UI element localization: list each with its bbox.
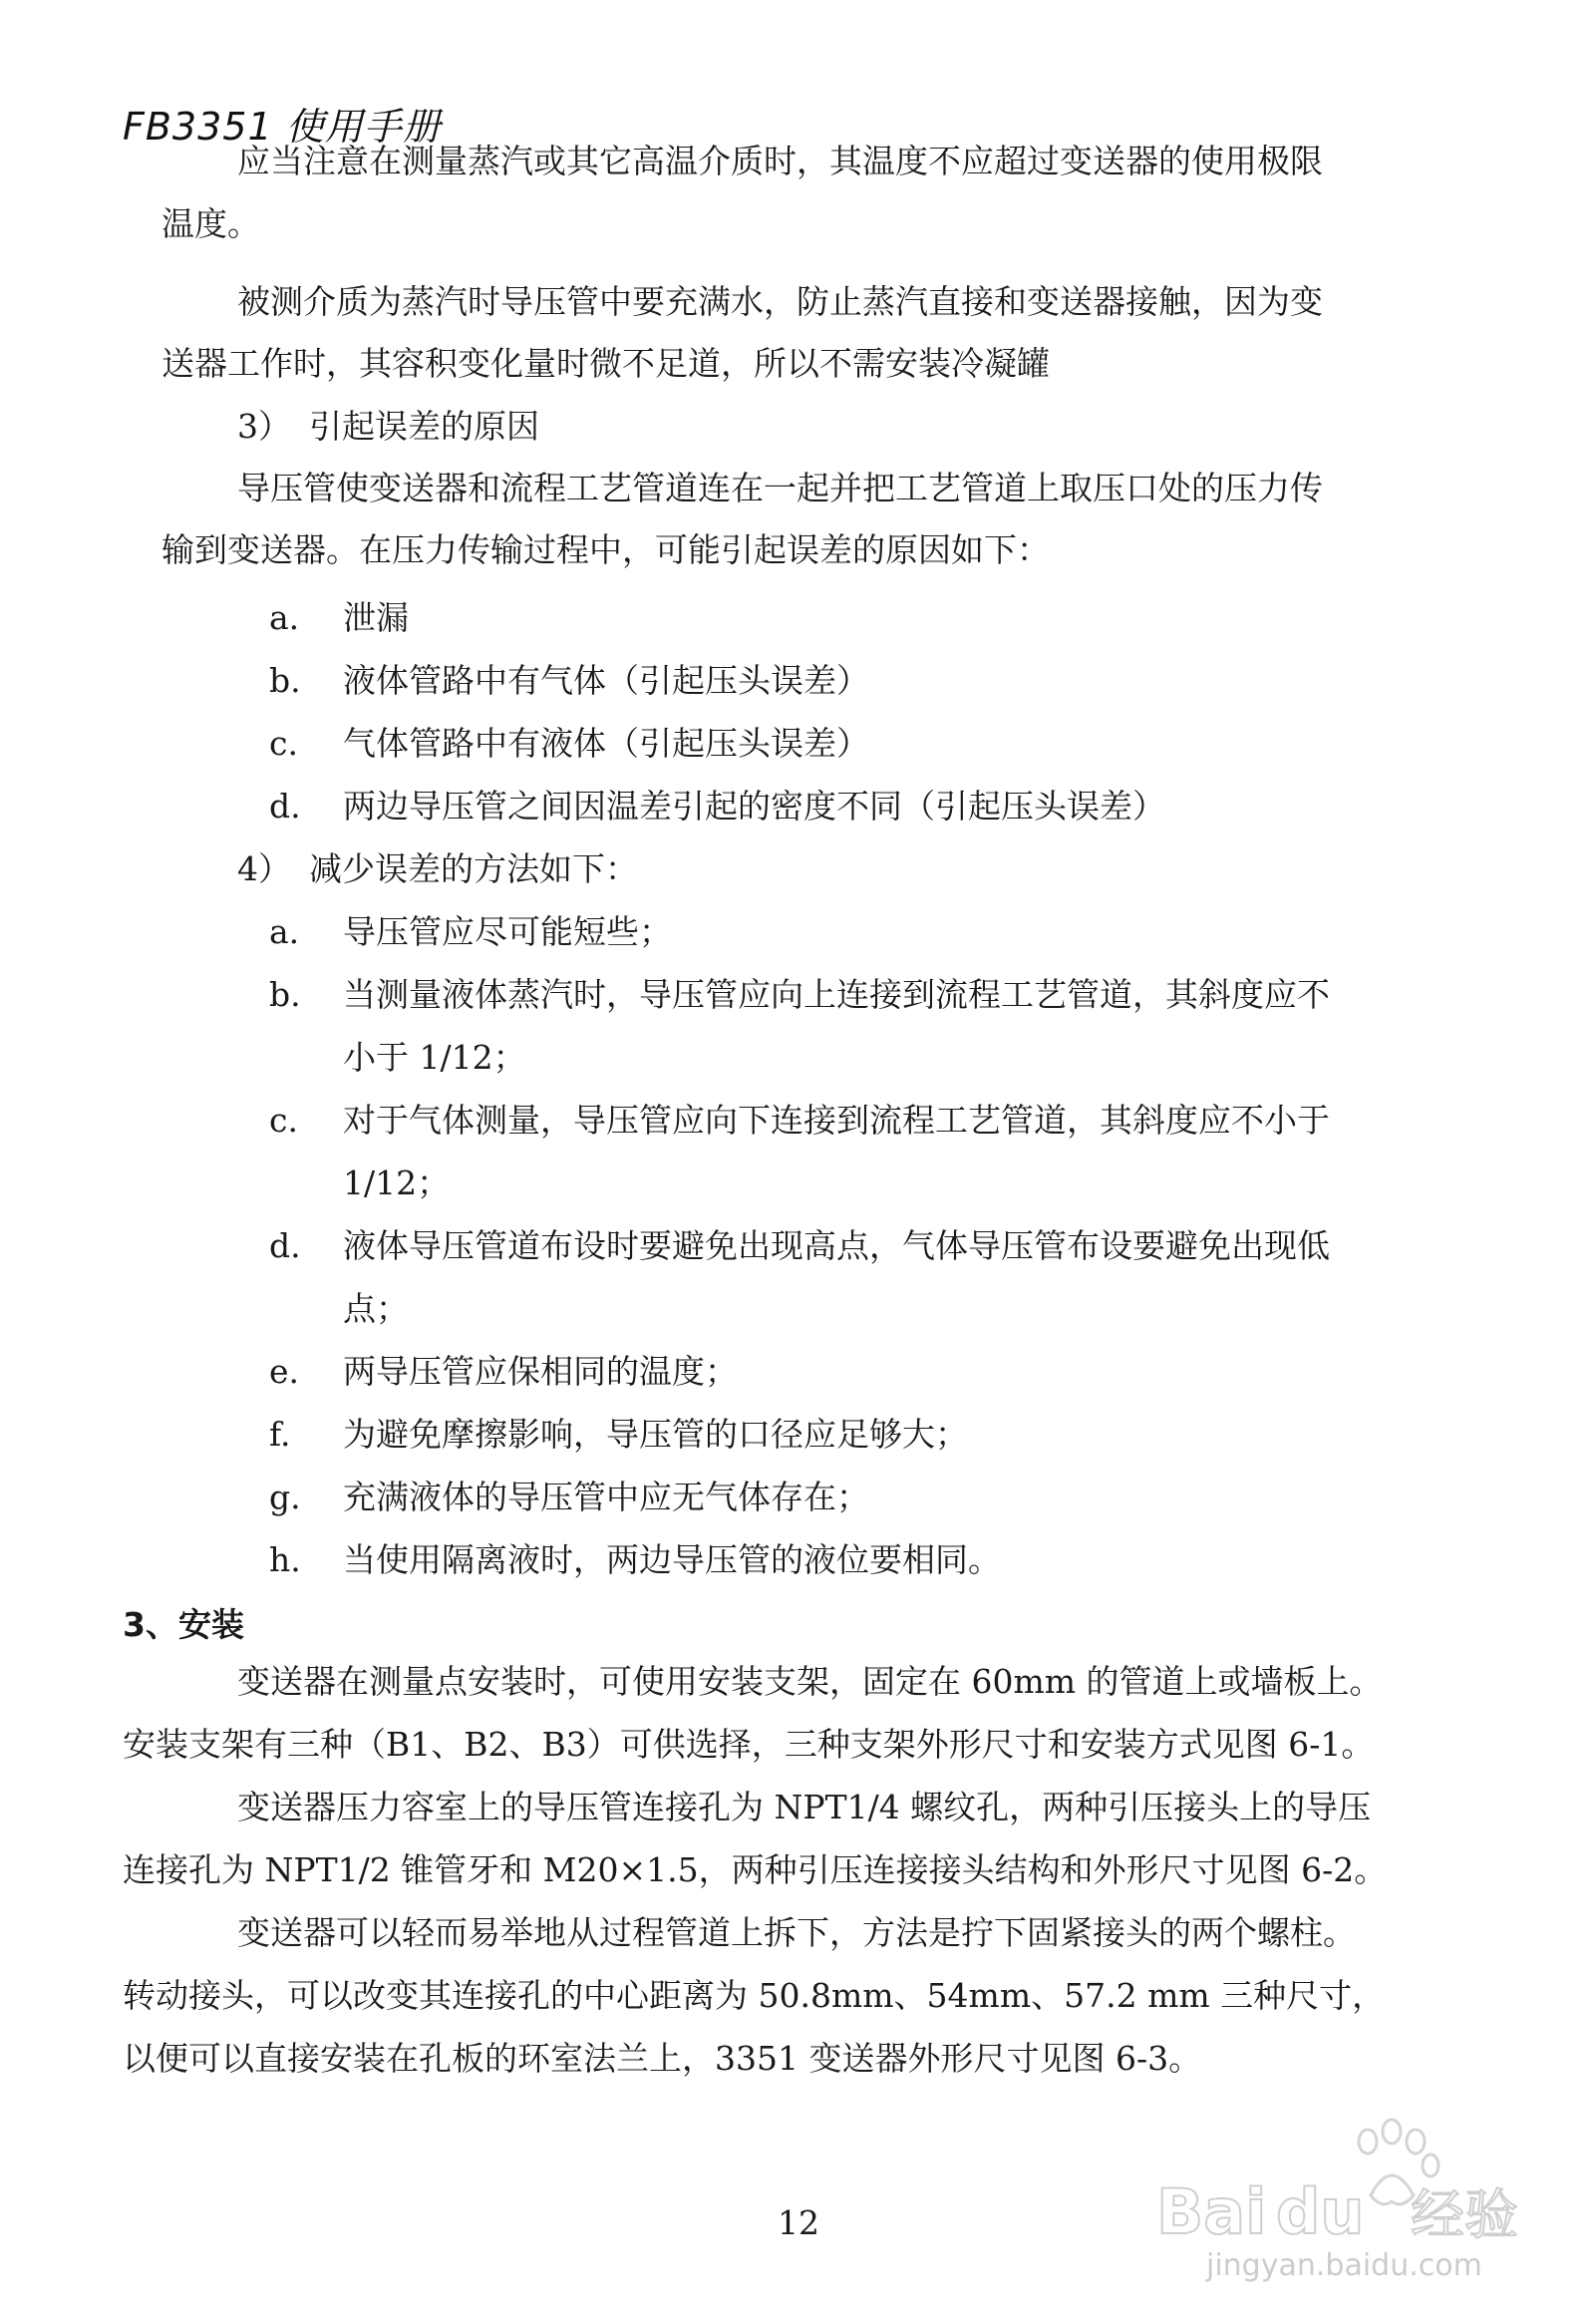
list-item: 泄漏 xyxy=(343,598,409,637)
list-marker: d. xyxy=(269,787,301,826)
section-title: 引起误差的原因 xyxy=(309,407,539,446)
svg-text:Bai: Bai xyxy=(1156,2175,1267,2248)
paragraph-line: 被测介质为蒸汽时导压管中要充满水，防止蒸汽直接和变送器接触，因为变 xyxy=(237,282,1323,321)
paragraph-line: 温度。 xyxy=(161,204,260,243)
list-item: 液体管路中有气体（引起压头误差） xyxy=(343,661,869,700)
paragraph-line: 安装支架有三种（B1、B2、B3）可供选择，三种支架外形尺寸和安装方式见图 6-1。 xyxy=(123,1725,1375,1764)
svg-text:du: du xyxy=(1276,2175,1365,2248)
list-marker: a. xyxy=(269,912,300,951)
svg-text:jingyan.baidu.com: jingyan.baidu.com xyxy=(1206,2248,1482,2283)
manual-header: FB3351 使用手册 xyxy=(123,105,442,149)
list-marker: g. xyxy=(269,1478,301,1516)
section-title: 减少误差的方法如下： xyxy=(309,849,638,888)
list-item-continuation: 1/12； xyxy=(343,1163,451,1202)
list-marker: b. xyxy=(269,661,301,700)
baidu-watermark-logo xyxy=(1146,2084,1545,2283)
paragraph-line: 输到变送器。在压力传输过程中，可能引起误差的原因如下： xyxy=(161,530,1050,569)
paragraph-line: 以便可以直接安装在孔板的环室法兰上，3351 变送器外形尺寸见图 6-3。 xyxy=(123,2039,1202,2078)
list-marker: c. xyxy=(269,1101,298,1140)
list-item-continuation: 小于 1/12； xyxy=(343,1038,526,1077)
list-item: 充满液体的导压管中应无气体存在； xyxy=(343,1478,869,1516)
list-marker: c. xyxy=(269,724,298,763)
paragraph-line: 变送器可以轻而易举地从过程管道上拆下，方法是拧下固紧接头的两个螺柱。 xyxy=(237,1913,1356,1952)
list-item-continuation: 点； xyxy=(343,1289,409,1328)
list-marker: f. xyxy=(269,1415,291,1454)
page-number: 12 xyxy=(778,2203,819,2242)
list-item: 对于气体测量，导压管应向下连接到流程工艺管道，其斜度应不小于 xyxy=(343,1101,1330,1140)
list-item: 当使用隔离液时，两边导压管的液位要相同。 xyxy=(343,1540,1001,1579)
list-item: 导压管应尽可能短些； xyxy=(343,912,672,951)
list-item: 两边导压管之间因温差引起的密度不同（引起压头误差） xyxy=(343,787,1165,826)
section-number: 3） xyxy=(237,407,291,446)
paragraph-line: 应当注意在测量蒸汽或其它高温介质时，其温度不应超过变送器的使用极限 xyxy=(237,142,1323,180)
list-item: 为避免摩擦影响，导压管的口径应足够大； xyxy=(343,1415,968,1454)
svg-text:经验: 经验 xyxy=(1411,2183,1518,2246)
paragraph-line: 送器工作时，其容积变化量时微不足道，所以不需安装冷凝罐 xyxy=(161,344,1050,383)
install-heading: 3、安装 xyxy=(123,1605,244,1644)
paragraph-line: 转动接头，可以改变其连接孔的中心距离为 50.8mm、54mm、57.2 mm 三种尺寸， xyxy=(123,1976,1386,2015)
list-marker: d. xyxy=(269,1226,301,1265)
list-marker: a. xyxy=(269,598,300,637)
list-item: 液体导压管道布设时要避免出现高点，气体导压管布设要避免出现低 xyxy=(343,1226,1330,1265)
paragraph-line: 导压管使变送器和流程工艺管道连在一起并把工艺管道上取压口处的压力传 xyxy=(237,469,1323,507)
list-item: 两导压管应保相同的温度； xyxy=(343,1352,738,1391)
section-number: 4） xyxy=(237,849,291,888)
list-item: 气体管路中有液体（引起压头误差） xyxy=(343,724,869,763)
paragraph-line: 变送器在测量点安装时，可使用安装支架，固定在 60mm 的管道上或墙板上。 xyxy=(237,1662,1383,1701)
list-marker: h. xyxy=(269,1540,301,1579)
list-item: 当测量液体蒸汽时，导压管应向上连接到流程工艺管道，其斜度应不 xyxy=(343,975,1330,1014)
list-marker: b. xyxy=(269,975,301,1014)
paragraph-line: 变送器压力容室上的导压管连接孔为 NPT1/4 螺纹孔，两种引压接头上的导压 xyxy=(237,1788,1372,1826)
paragraph-line: 连接孔为 NPT1/2 锥管牙和 M20×1.5，两种引压连接接头结构和外形尺寸见图 6-2。 xyxy=(123,1850,1388,1889)
list-marker: e. xyxy=(269,1352,300,1391)
